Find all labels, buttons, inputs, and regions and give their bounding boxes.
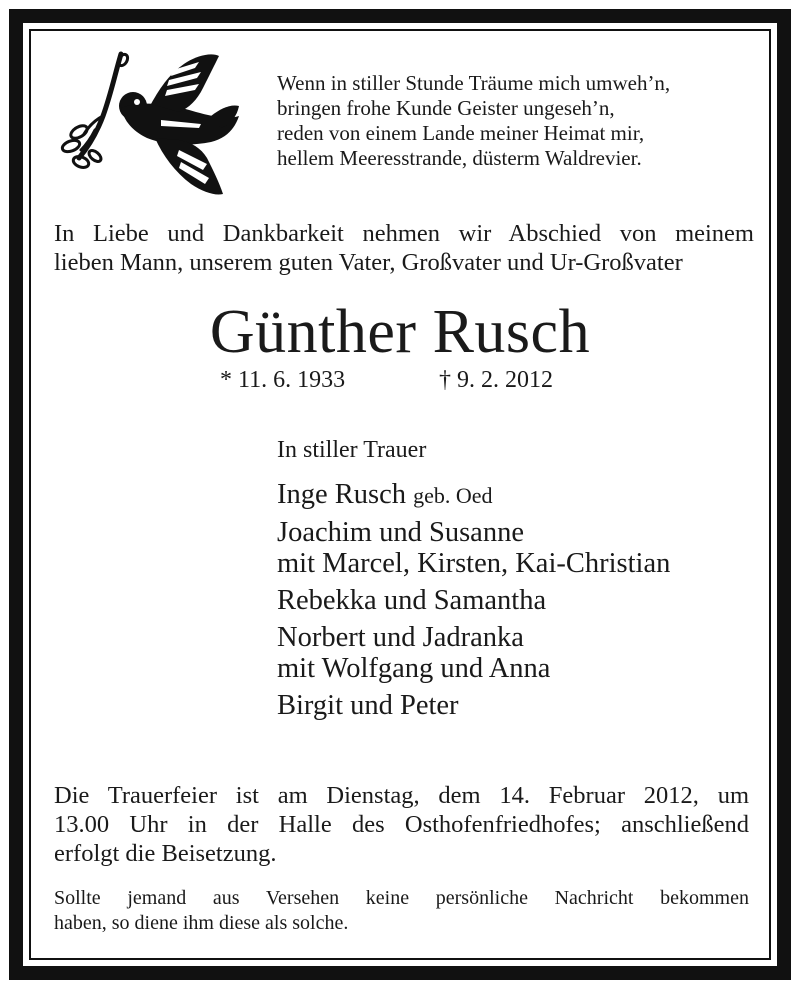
- poem-verse: [277, 71, 747, 171]
- mourner-entry: [277, 517, 757, 579]
- intro-line: In Liebe und Dankbarkeit nehmen wir Abschied von meinem: [54, 220, 754, 247]
- mourner-entry: [277, 479, 757, 511]
- intro-line: lieben Mann, unserem guten Vater, Großvater und Ur-Großvater: [54, 249, 683, 276]
- funeral-details: [54, 781, 749, 868]
- poem-line: hellem Meeresstrande, düsterm Waldrevier.: [277, 146, 642, 170]
- mourner-maiden-name: geb. Oed: [413, 483, 493, 508]
- farewell-intro: [54, 219, 754, 277]
- poem-line: reden von einem Lande meiner Heimat mir,: [277, 121, 645, 145]
- birth-date: * 11. 6. 1933: [220, 367, 346, 393]
- mourner-children: mit Marcel, Kirsten, Kai-Christian: [277, 548, 671, 579]
- death-date: † 9. 2. 2012: [439, 367, 553, 393]
- mourner-entry: [277, 622, 757, 684]
- mourner-entry: [277, 585, 757, 616]
- mourning-heading: In stiller Trauer: [277, 437, 427, 463]
- mourner-name: Norbert und Jadranka: [277, 622, 524, 653]
- note-line: Sollte jemand aus Versehen keine persönliche Nachricht bekommen: [54, 887, 749, 909]
- obituary-notice: [29, 29, 771, 960]
- funeral-line: 13.00 Uhr in der Halle des Osthofenfriedhofes; anschließend: [54, 811, 749, 838]
- mourner-entry: [277, 690, 757, 721]
- mourner-name: Joachim und Susanne: [277, 517, 524, 548]
- note-line: haben, so diene ihm diese als solche.: [54, 912, 349, 934]
- notice-note: [54, 886, 749, 936]
- mourner-name: Inge Rusch: [277, 479, 407, 510]
- poem-line: bringen frohe Kunde Geister ungeseh’n,: [277, 96, 615, 120]
- mourner-name: Birgit und Peter: [277, 690, 459, 721]
- mourners-list: [277, 479, 757, 727]
- funeral-line: erfolgt die Beisetzung.: [54, 840, 277, 867]
- mourner-children: mit Wolfgang und Anna: [277, 653, 551, 684]
- funeral-line: Die Trauerfeier ist am Dienstag, dem 14. Februar 2012, um: [54, 782, 749, 809]
- poem-line: Wenn in stiller Stunde Träume mich umweh’n,: [277, 71, 671, 95]
- mourner-name: Rebekka und Samantha: [277, 585, 547, 616]
- deceased-name: Günther Rusch: [209, 298, 591, 366]
- dove-with-olive-branch-icon: [51, 46, 241, 201]
